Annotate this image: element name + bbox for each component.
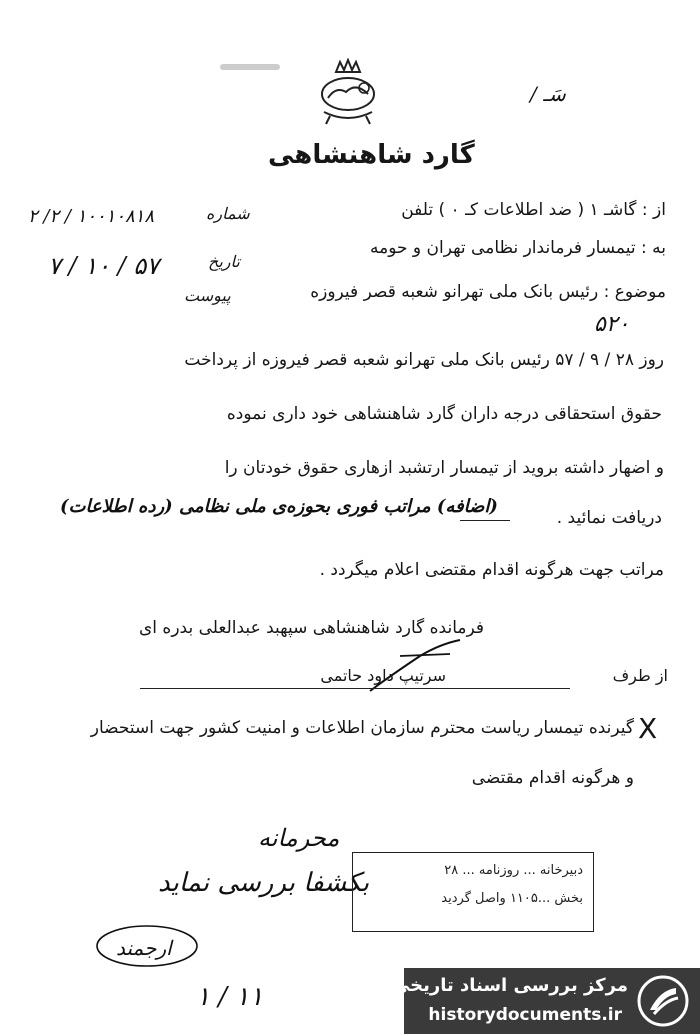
page-number: ۱۱ / ۱ — [196, 982, 264, 1012]
recipient-mark: X — [638, 712, 658, 745]
reference-code: ۵۲۰ — [594, 312, 630, 337]
stamp-line-1: دبیرخانه ... روزنامه ... ۲۸ — [444, 863, 583, 878]
handwritten-insert: (اضافه) مراتب فوری بحوزه‌ی ملی نظامی (رده اطلاعات) — [60, 496, 498, 517]
to-line: به : تیمسار فرماندار نظامی تهران و حومه — [369, 238, 666, 258]
signature-scribble-icon — [360, 636, 480, 696]
initials-note: ارجمند — [116, 936, 172, 960]
initials-loop-icon — [92, 920, 202, 972]
page-title: گارد شاهنشاهی — [268, 140, 475, 170]
top-smudge — [220, 64, 280, 70]
signer-name: سرتیپ داود حاتمی — [320, 666, 446, 685]
subject-line: موضوع : رئیس بانک ملی تهرانو شعبه قصر فیروزه — [310, 282, 666, 302]
date-label: تاریخ — [208, 252, 240, 271]
recipient-line-2: و هرگونه اقدام مقتضی — [471, 768, 634, 788]
body-line-5: مراتب جهت هرگونه اقدام مقتضی اعلام میگردد . — [319, 560, 664, 580]
registry-stamp — [352, 852, 594, 932]
number-value: ۱۰۰۱۰۸۱۸ / ۲/ ۲ — [28, 206, 154, 227]
stamp-line-2: بخش ...۱۱۰۵ واصل گردید — [441, 891, 583, 906]
body-line-4: دریافت نمائید . — [556, 508, 662, 528]
number-label: شماره — [206, 204, 250, 223]
watermark-banner — [391, 968, 700, 1034]
on-behalf-label: از طرف — [612, 666, 668, 685]
handwritten-note: بکشفا بررسی نماید — [158, 868, 370, 898]
attachment-label: پیوست — [184, 286, 231, 305]
confidential-note: محرمانه — [258, 824, 340, 852]
corner-mark: سَـ / — [530, 82, 566, 106]
body-line-1: روز ۲۸ / ۹ / ۵۷ رئیس بانک ملی تهرانو شعبه قصر فیروزه از پرداخت — [184, 350, 664, 370]
watermark-url: historydocuments.ir — [428, 1005, 622, 1025]
body-line-3: و اضهار داشته بروید از تیمسار ارتشبد ازهاری حقوق خودتان را — [224, 458, 664, 478]
body-line-2: حقوق استحقاقی درجه داران گارد شاهنشاهی خود داری نموده — [226, 404, 662, 424]
imperial-emblem-icon — [306, 58, 390, 128]
recipient-line-1: گیرنده تیمسار ریاست محترم سازمان اطلاعات و امنیت کشور جهت استحضار — [90, 718, 634, 738]
from-line: از : گاشـ ۱ ( ضد اطلاعات کـ ۰ ) تلفن — [401, 200, 666, 220]
date-value: ۵۷ / ۱۰ / ۷ — [48, 252, 160, 280]
watermark-title: مرکز بررسی اسناد تاریخی — [391, 975, 628, 996]
book-logo-icon — [636, 974, 690, 1028]
body-insert-dashes — [460, 520, 510, 521]
signature-underline — [140, 688, 570, 689]
signature-title: فرمانده گارد شاهنشاهی سپهبد عبدالعلی بدره ای — [139, 618, 484, 638]
